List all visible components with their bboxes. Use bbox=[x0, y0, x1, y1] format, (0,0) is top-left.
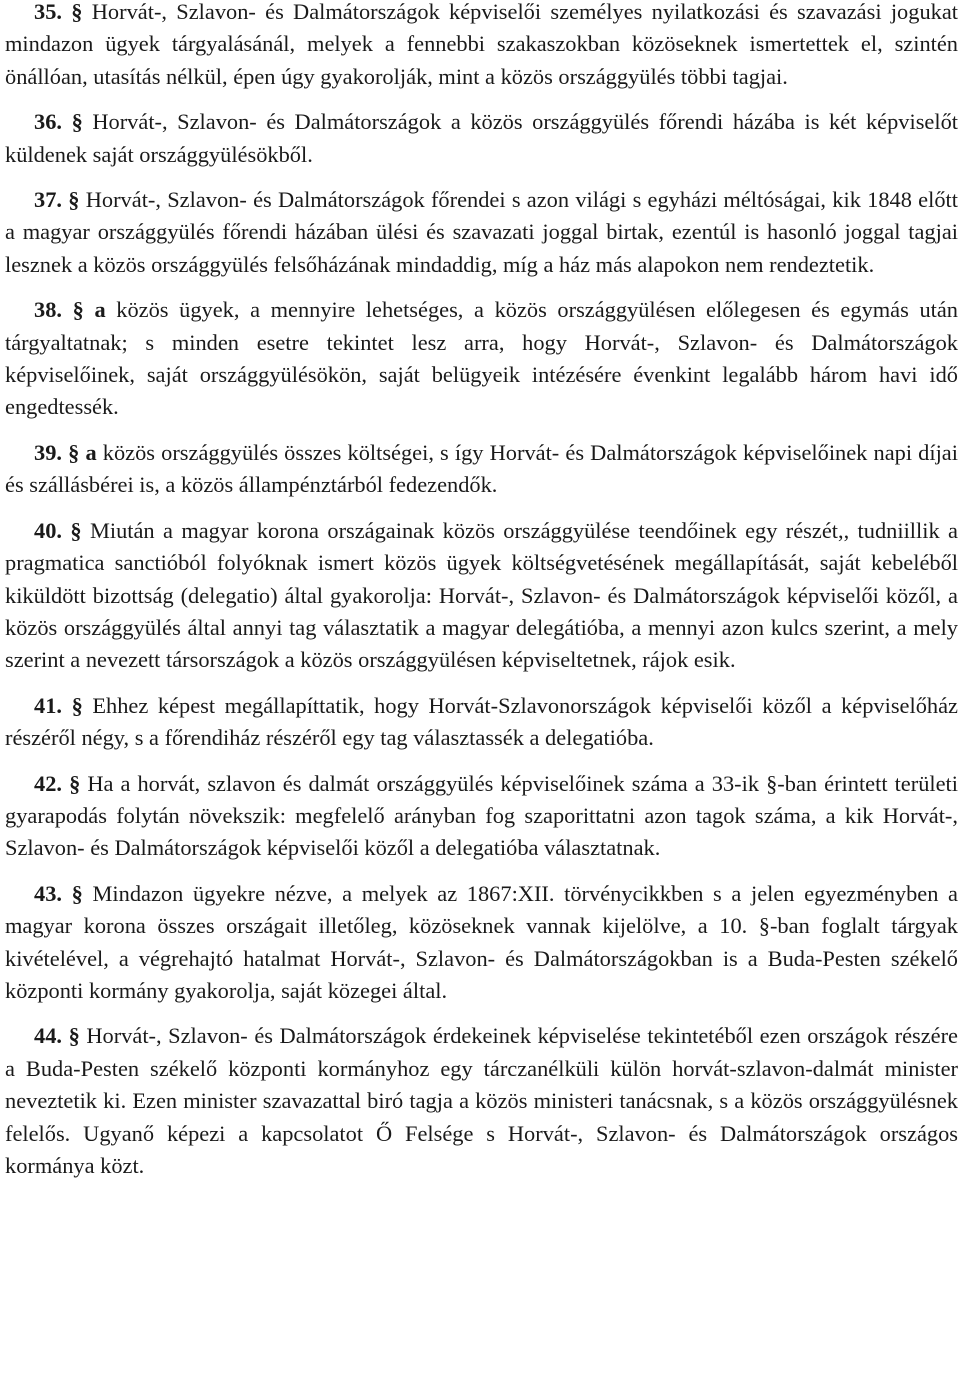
paragraph-number: 38. bbox=[34, 297, 62, 323]
paragraph-lead-word: a bbox=[94, 297, 106, 323]
paragraph-40 bbox=[5, 515, 958, 677]
paragraph-number: 37. bbox=[34, 187, 62, 213]
section-sign: § bbox=[68, 439, 80, 465]
paragraph-text: közös ügyek, a mennyire lehetséges, a közös országgyülésen előlegesen és egymás után tárgyaltatnak; s minden esetre tekintet lesz arra, hogy Horvát-, Szlavon- és Dalmátországok képviselőinek, saját országgyülésökön, saját belügyeik intézésére évenkint legalább három havi idő engedtessék. bbox=[5, 297, 958, 420]
paragraph-text: közös országgyülés összes költségei, s így Horvát- és Dalmátországok képviselőinek napi díjai és szállásbérei is, a közös állampénztárból fedezendők. bbox=[5, 439, 958, 498]
paragraph-text: Horvát-, Szlavon- és Dalmátországok képviselői személyes nyilatkozási és szavazási jogukat mindazon ügyek tárgyalásánál, melyek a fennebbi szakaszokban közöseknek ismertettek el, szintén önállóan, utasítás nélkül, épen úgy gyakorolják, mint a közös országgyülés többi tagjai. bbox=[5, 0, 958, 89]
paragraph-38 bbox=[5, 294, 958, 424]
paragraph-number: 35. bbox=[34, 0, 62, 24]
paragraph-number: 42. bbox=[34, 770, 62, 796]
section-sign: § bbox=[71, 880, 83, 906]
paragraph-42 bbox=[5, 768, 958, 865]
section-sign: § bbox=[69, 770, 81, 796]
paragraph-36 bbox=[5, 106, 958, 171]
paragraph-37 bbox=[5, 184, 958, 281]
paragraph-text: Mindazon ügyekre nézve, a melyek az 1867:XII. törvénycikkben s a jelen egyezményben a magyar korona összes országait illetőleg, közöseknek vannak kijelölve, a 10. §-ban foglalt tárgyak kivételével, a végrehajtó hatalmat Horvát-, Szlavon- és Dalmátországokban is a Buda-Pesten székelő központi kormány gyakorolja, saját közegei által. bbox=[5, 880, 958, 1003]
section-sign: § bbox=[71, 692, 83, 718]
paragraph-41 bbox=[5, 690, 958, 755]
paragraph-number: 41. bbox=[34, 692, 62, 718]
section-sign: § bbox=[71, 0, 83, 24]
paragraph-text: Horvát-, Szlavon- és Dalmátországok főrendei s azon világi s egyházi méltóságai, kik 1848 előtt a magyar országgyülés főrendi házában ülési és szavazati joggal birtak, ezentúl is hasonló joggal tagjai lesznek a közös országgyülés felsőházának mindaddig, míg a ház más alapokon nem rendeztetik. bbox=[5, 187, 958, 277]
paragraph-35 bbox=[5, 0, 958, 93]
paragraph-43 bbox=[5, 878, 958, 1008]
section-sign: § bbox=[68, 187, 80, 213]
paragraph-text: Horvát-, Szlavon- és Dalmátországok érdekeinek képviselése tekintetéből ezen országok részére a Buda-Pesten székelő központi kormányhoz egy tárczanélküli külön horvát-szlavon-dalmát minister neveztetik ki. Ezen minister szavazattal biró tagja a közös ministeri tanácsnak, s a közös országgyülésnek felelős. Ugyanő képezi a kapcsolatot Ő Felsége s Horvát-, Szlavon- és Dalmátországok országos kormánya közt. bbox=[5, 1023, 958, 1178]
paragraph-number: 39. bbox=[34, 439, 62, 465]
document-page bbox=[5, 0, 958, 1195]
section-sign: § bbox=[70, 517, 82, 543]
paragraph-lead-word: a bbox=[85, 439, 97, 465]
paragraph-text: Miután a magyar korona országainak közös országgyülése teendőinek egy részét,, tudniillik a pragmatica sanctióból folyóknak ismert közös ügyek költségvetésének megállapítását, saját kebeléből kiküldött bizottság (delegatio) által gyakorolja: Horvát-, Szlavon- és Dalmátországok képviselői közől, a közös országgyülés által annyi tag választatik a magyar delegátióba, a mennyi azon kulcs szerint, a mely szerint a nevezett társországok a közös országgyülésen képviseltetnek, rájok esik. bbox=[5, 517, 958, 673]
paragraph-number: 36. bbox=[34, 109, 62, 135]
paragraph-number: 44. bbox=[34, 1023, 62, 1049]
paragraph-number: 43. bbox=[34, 880, 62, 906]
section-sign: § bbox=[72, 297, 84, 323]
section-sign: § bbox=[71, 109, 83, 135]
paragraph-text: Ha a horvát, szlavon és dalmát országgyülés képviselőinek száma a 33-ik §-ban érintett területi gyarapodás folytán növekszik: megfelelő arányban fog szaporittatni azon tagok száma, a kik Horvát-, Szlavon- és Dalmátországok képviselői közől a delegatióba választatnak. bbox=[5, 770, 959, 861]
paragraph-text: Horvát-, Szlavon- és Dalmátországok a közös országgyülés főrendi házába is két képviselőt küldenek saját országgyülésökből. bbox=[5, 109, 958, 167]
paragraph-number: 40. bbox=[34, 517, 62, 543]
paragraph-44 bbox=[5, 1020, 958, 1182]
paragraph-text: Ehhez képest megállapíttatik, hogy Horvát-Szlavonországok képviselői közől a képviselőház részéről négy, s a főrendiház részéről egy tag választassék a delegatióba. bbox=[5, 692, 958, 751]
section-sign: § bbox=[68, 1023, 80, 1049]
paragraph-39 bbox=[5, 437, 958, 502]
